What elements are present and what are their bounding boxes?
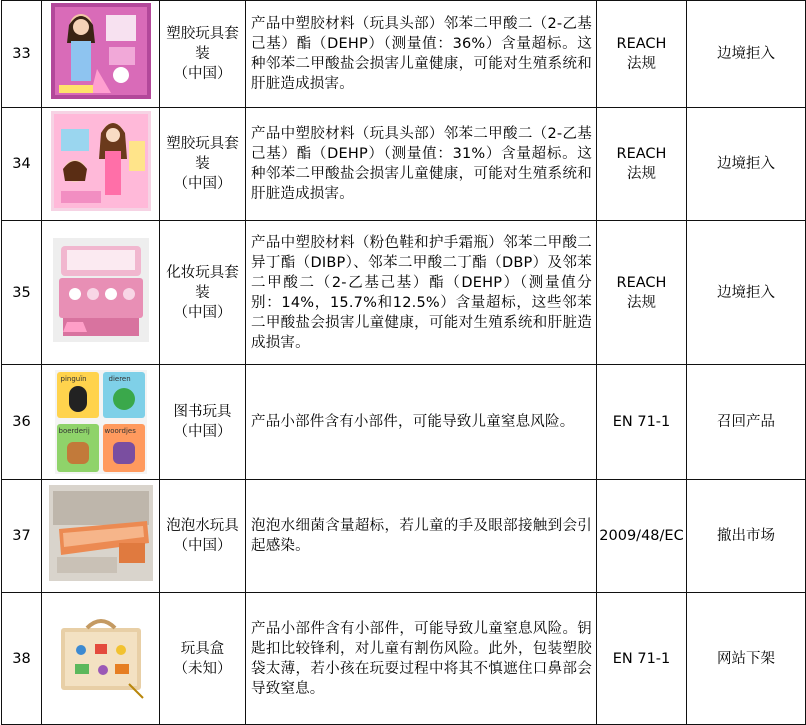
measure-taken: 边境拒入 bbox=[687, 221, 806, 365]
frog-illustration bbox=[113, 388, 135, 410]
animal-illustration bbox=[67, 442, 89, 464]
product-origin: （未知） bbox=[173, 660, 232, 677]
regulation-line: EN 71-1 bbox=[612, 650, 671, 667]
risk-description: 泡泡水细菌含量超标，若儿童的手及眼部接触到会引起感染。 bbox=[246, 480, 597, 593]
product-name bbox=[160, 480, 246, 593]
regulation-line: EN 71-1 bbox=[612, 414, 671, 430]
table-row bbox=[2, 365, 806, 480]
regulation bbox=[597, 108, 687, 221]
risk-description: 产品小部件含有小部件，可能导致儿童窒息风险。 bbox=[246, 365, 597, 480]
row-number: 37 bbox=[2, 480, 42, 593]
measure-taken: 网站下架 bbox=[687, 593, 806, 725]
table-row bbox=[2, 1, 806, 108]
table-row bbox=[2, 108, 806, 221]
product-origin: （中国） bbox=[173, 424, 232, 440]
product-name bbox=[160, 221, 246, 365]
regulation-line: 法规 bbox=[627, 294, 656, 311]
product-name-line: 玩具盒 bbox=[180, 640, 225, 657]
table-row bbox=[2, 593, 806, 725]
regulation-line: REACH bbox=[616, 36, 667, 52]
product-name-line: 化妆玩具套 bbox=[166, 264, 239, 281]
regulation bbox=[597, 221, 687, 365]
product-name-line: 装 bbox=[195, 156, 210, 172]
measure-taken: 召回产品 bbox=[687, 365, 806, 480]
book-label: boerderij bbox=[58, 427, 90, 435]
product-image bbox=[42, 365, 160, 480]
product-name-line: 装 bbox=[195, 284, 210, 301]
risk-description: 产品中塑胶材料（玩具头部）邻苯二甲酸二（2-乙基己基）酯（DEHP）（测量值：36%）含量超标。这种邻苯二甲酸盐会损害儿童健康，可能对生殖系统和肝脏造成损害。 bbox=[246, 1, 597, 108]
row-number: 38 bbox=[2, 593, 42, 725]
book-label: dieren bbox=[108, 375, 131, 383]
regulation-line: REACH bbox=[616, 274, 667, 291]
regulation bbox=[597, 480, 687, 593]
toy-box-photo bbox=[51, 610, 151, 702]
regulation bbox=[597, 1, 687, 108]
recall-table bbox=[1, 0, 806, 725]
row-number: 34 bbox=[2, 108, 42, 221]
product-name bbox=[160, 365, 246, 480]
row-number: 35 bbox=[2, 221, 42, 365]
product-name bbox=[160, 1, 246, 108]
risk-description: 产品小部件含有小部件，可能导致儿童窒息风险。钥匙扣比较锋利，对儿童有割伤风险。此外，包装塑胶袋太薄，若小孩在玩耍过程中将其不慎遮住口鼻部会导致窒息。 bbox=[246, 593, 597, 725]
product-name-line: 塑胶玩具套 bbox=[166, 26, 239, 42]
row-number: 33 bbox=[2, 1, 42, 108]
product-origin: （中国） bbox=[173, 176, 232, 192]
measure-taken: 边境拒入 bbox=[687, 1, 806, 108]
product-image bbox=[42, 593, 160, 725]
regulation bbox=[597, 365, 687, 480]
book-label: woordjes bbox=[104, 427, 136, 435]
product-origin: （中国） bbox=[173, 304, 232, 321]
product-image bbox=[42, 108, 160, 221]
animal-illustration bbox=[113, 442, 135, 464]
product-name-line: 泡泡水玩具 bbox=[166, 518, 239, 534]
measure-taken: 撤出市场 bbox=[687, 480, 806, 593]
product-origin: （中国） bbox=[173, 66, 232, 82]
doll-toy-set-photo bbox=[51, 3, 151, 99]
product-origin: （中国） bbox=[173, 538, 232, 554]
measure-taken: 边境拒入 bbox=[687, 108, 806, 221]
product-name bbox=[160, 108, 246, 221]
table-row bbox=[2, 480, 806, 593]
book-label: pinguïn bbox=[60, 375, 87, 383]
product-name-line: 图书玩具 bbox=[173, 404, 232, 420]
product-name-line: 塑胶玩具套 bbox=[166, 136, 239, 152]
regulation-line: 法规 bbox=[627, 56, 656, 72]
product-image bbox=[42, 221, 160, 365]
doll-toy-set-photo bbox=[51, 111, 151, 211]
table-row bbox=[2, 221, 806, 365]
regulation-line: 2009/48/EC bbox=[599, 528, 684, 544]
product-image bbox=[42, 1, 160, 108]
risk-description: 产品中塑胶材料（玩具头部）邻苯二甲酸二（2-乙基己基）酯（DEHP）（测量值：31%）含量超标。这种邻苯二甲酸盐会损害儿童健康，可能对生殖系统和肝脏造成损害。 bbox=[246, 108, 597, 221]
regulation bbox=[597, 593, 687, 725]
picture-books-photo bbox=[55, 370, 147, 474]
risk-description: 产品中塑胶材料（粉色鞋和护手霜瓶）邻苯二甲酸二异丁酯（DIBP）、邻苯二甲酸二丁酯（DBP）及邻苯二甲酸二（2-乙基己基）酯（DEHP）（测量值分别：14%，15.7%和12.5%）含量超标，这些邻苯二甲酸盐会损害儿童健康，可能对生殖系统和肝脏造成损害。 bbox=[246, 221, 597, 365]
penguin-illustration bbox=[69, 386, 87, 412]
product-image bbox=[42, 480, 160, 593]
product-name-line: 装 bbox=[195, 46, 210, 62]
row-number: 36 bbox=[2, 365, 42, 480]
regulation-line: REACH bbox=[616, 146, 667, 162]
bubble-water-photo bbox=[49, 485, 153, 581]
cosmetic-toy-photo bbox=[53, 238, 149, 342]
product-name bbox=[160, 593, 246, 725]
regulation-line: 法规 bbox=[627, 166, 656, 182]
